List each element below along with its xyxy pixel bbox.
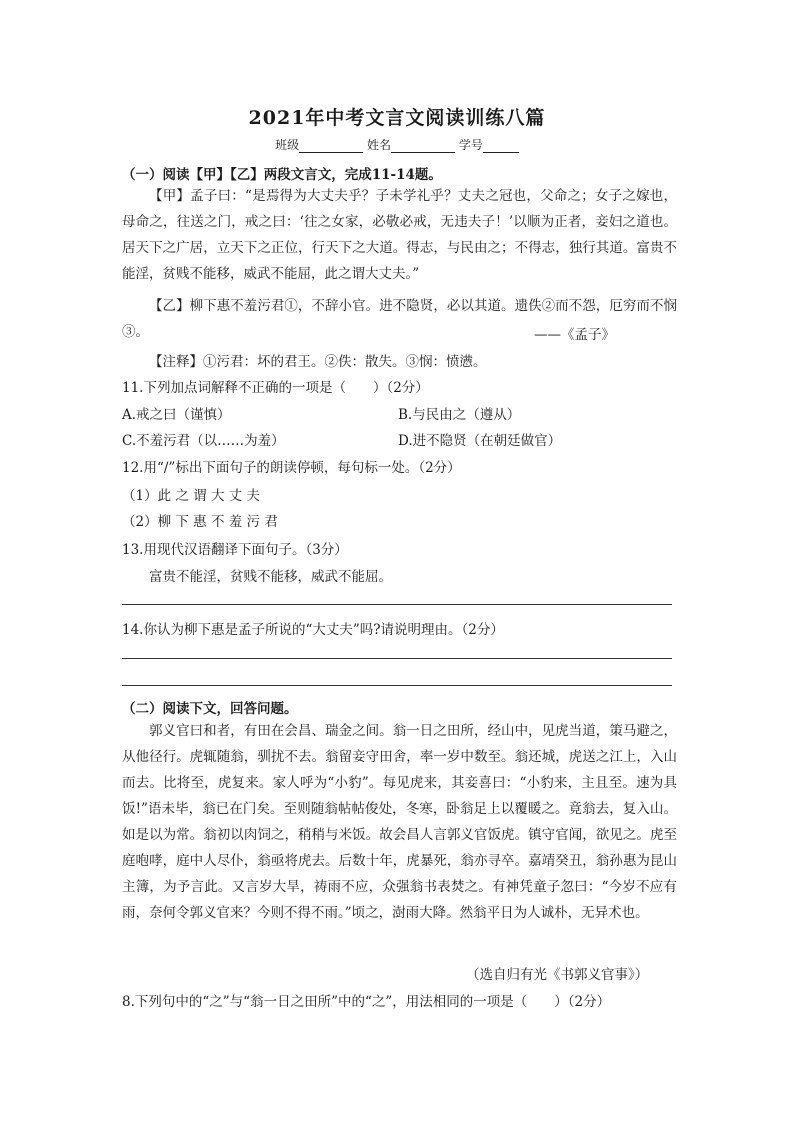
q13-sentence: 富贵不能淫，贫贱不能移，威武不能屈。 xyxy=(149,569,392,585)
passage-jia: 【甲】孟子曰：“是焉得为大丈夫乎？子未学礼乎？丈夫之冠也，父命之；女子之嫁也，母命之，往送之门，戒之曰：‘往之女家，必敬必戒，无违夫子！’以顺为正者，妾妇之道也。居天下之广居，立天下之正位，行天下之大道。得志，与民由之；不得志，独行其道。富贵不能淫，贫贱不能移，威武不能屈，此之谓大丈夫。” xyxy=(122,188,677,282)
q11-option-a: A.戒之曰（谨慎） xyxy=(122,407,231,423)
name-blank[interactable] xyxy=(391,140,455,153)
passage2-source: （选自归有光《书郭义官事》） xyxy=(466,967,649,983)
section2-heading: （二）阅读下文，回答问题。 xyxy=(122,701,298,717)
question-14: 14.你认为柳下惠是孟子所说的“大丈夫”吗?请说明理由。（2分） xyxy=(122,622,504,638)
student-info xyxy=(0,136,794,153)
q12-item-1: （1）此 之 谓 大 丈 夫 xyxy=(122,488,261,504)
passage-guo-yiguan: 郭义官曰和者，有田在会昌、瑞金之间。翁一日之田所，经山中，见虎当道，策马避之，从他径行。虎辄随翁，驯扰不去。翁留妾守田舍，率一岁中数至。翁还城，虎送之江上，入山而去。比将至，虎复来。家人呼为“小豹”。每见虎来，其妾喜曰：“小豹来，主且至。速为具饭!”语未毕，翁已在门矣。至则随翁帖帖俊处，冬寒，卧翁足上以覆暖之。竟翁去，复入山。如是以为常。翁初以肉饲之，稍稍与米饭。故会昌人言郭义官饭虎。镇守官闻，欲见之。虎至庭咆哮，庭中人尽仆，翁亟将虎去。后数十年，虎暴死，翁亦寻卒。嘉靖癸丑，翁孙惠为昆山主簿，为予言此。又言岁大旱，祷雨不应，众强翁书表焚之。有神凭童子忽曰：“今岁不应有雨，奈何令郭义官来？今则不得不雨。”顷之，澍雨大降。然翁平日为人诚朴，无异术也。 xyxy=(122,723,677,921)
annotation-notes: 【注释】①污君：坏的君王。②佚：散失。③悯：愤懑。 xyxy=(149,354,487,370)
question-12: 12.用“/”标出下面句子的朗读停顿，每句标一处。（2分） xyxy=(122,460,461,476)
q14-answer-line-2[interactable] xyxy=(122,685,672,686)
q11-option-d: D.进不隐贤（在朝廷做官） xyxy=(398,433,562,449)
q12-item-2: （2）柳 下 惠 不 羞 污 君 xyxy=(122,514,278,530)
page-title: 2021年中考文言文阅读训练八篇 xyxy=(248,107,546,129)
passage-yi: 【乙】柳下惠不羞污君①，不辞小官。进不隐贤，必以其道。遗佚②而不怨，厄穷而不悯③。 xyxy=(122,298,677,340)
q14-answer-line-1[interactable] xyxy=(122,658,672,659)
q11-option-b: B.与民由之（遵从） xyxy=(398,407,521,423)
section1-heading: （一）阅读【甲】【乙】两段文言文，完成11-14题。 xyxy=(122,167,442,183)
name-label: 姓名 xyxy=(366,138,391,152)
question-11: 11.下列加点词解释不正确的一项是（ ）（2分） xyxy=(122,380,429,396)
id-label: 学号 xyxy=(458,138,483,152)
class-label: 班级 xyxy=(275,138,300,152)
q11-option-c: C.不羞污君（以……为羞） xyxy=(122,433,285,449)
class-blank[interactable] xyxy=(299,140,363,153)
id-blank[interactable] xyxy=(483,140,519,153)
q13-answer-line[interactable] xyxy=(122,604,672,605)
question-13: 13.用现代汉语翻译下面句子。（3分） xyxy=(122,542,348,558)
question-8: 8.下列句中的“之”与“翁一日之田所”中的“之”，用法相同的一项是（ ）（2分） xyxy=(122,994,611,1010)
passage-source: ——《孟子》 xyxy=(534,327,615,343)
